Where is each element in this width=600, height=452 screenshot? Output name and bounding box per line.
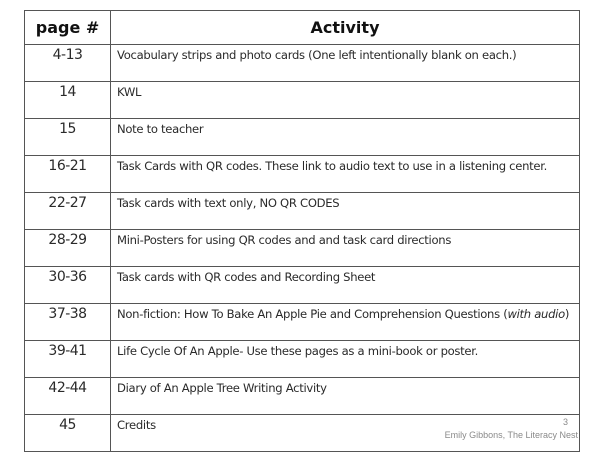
- activity-description: Diary of An Apple Tree Writing Activity: [111, 378, 580, 415]
- table-row: [25, 230, 580, 267]
- page-footer: [445, 416, 578, 442]
- activity-description: Task cards with text only, NO QR CODES: [111, 193, 580, 230]
- footer-credit: Emily Gibbons, The Literacy Nest: [444, 430, 578, 440]
- page-range: 4-13: [25, 45, 111, 82]
- activity-text-end: ): [564, 307, 570, 321]
- page-number: 3: [562, 417, 568, 427]
- activity-description: Note to teacher: [111, 119, 580, 156]
- table-row: [25, 45, 580, 82]
- page-range: 14: [25, 82, 111, 119]
- page-range: 37-38: [25, 304, 111, 341]
- activity-description: Vocabulary strips and photo cards (One left intentionally blank on each.): [111, 45, 580, 82]
- activity-description: Task Cards with QR codes. These link to audio text to use in a listening center.: [111, 156, 580, 193]
- page-range: 15: [25, 119, 111, 156]
- activity-description: Mini-Posters for using QR codes and and task card directions: [111, 230, 580, 267]
- activity-text: Non-fiction: How To Bake An Apple Pie and Comprehension Questions (: [117, 307, 508, 321]
- table-row: [25, 193, 580, 230]
- page-range: 22-27: [25, 193, 111, 230]
- activity-description: KWL: [111, 82, 580, 119]
- header-page: page #: [25, 11, 111, 45]
- header-activity: Activity: [111, 11, 580, 45]
- table-of-contents: [24, 10, 580, 452]
- activity-description: Credits: [111, 415, 580, 452]
- page-range: 30-36: [25, 267, 111, 304]
- table-header-row: [25, 11, 580, 45]
- table-row: [25, 341, 580, 378]
- table-row: [25, 267, 580, 304]
- page-range: 45: [25, 415, 111, 452]
- table-row: [25, 82, 580, 119]
- activity-description: Task cards with QR codes and Recording Sheet: [111, 267, 580, 304]
- page-range: 16-21: [25, 156, 111, 193]
- table-row: [25, 119, 580, 156]
- page-range: 42-44: [25, 378, 111, 415]
- page-range: 39-41: [25, 341, 111, 378]
- activity-emphasis: with audio: [507, 307, 565, 321]
- table-row: [25, 378, 580, 415]
- table-row: [25, 304, 580, 341]
- activity-description: Life Cycle Of An Apple- Use these pages as a mini-book or poster.: [111, 341, 580, 378]
- activity-description: [111, 304, 580, 341]
- table-row: [25, 156, 580, 193]
- page-range: 28-29: [25, 230, 111, 267]
